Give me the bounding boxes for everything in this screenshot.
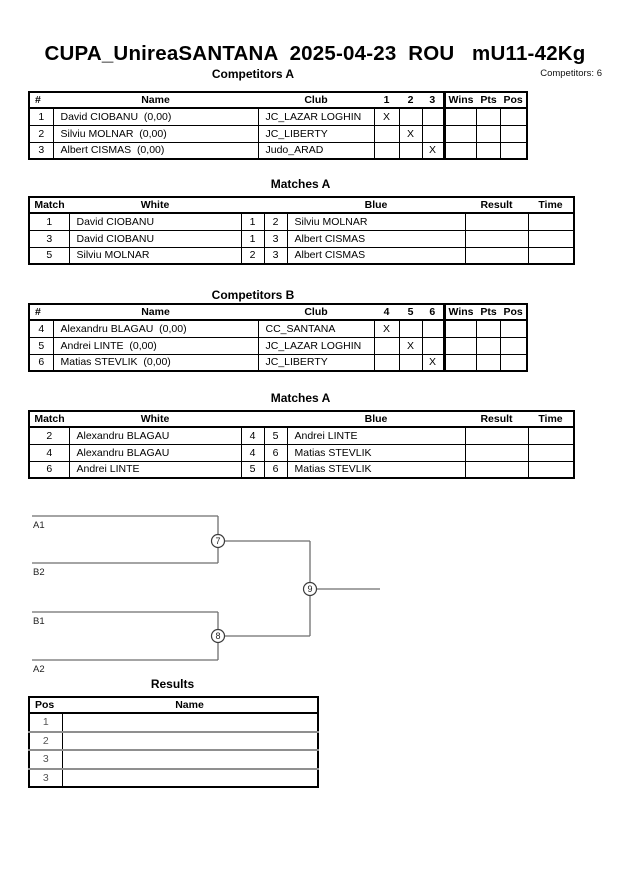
competitor-num: 4 xyxy=(29,320,53,337)
col-bnum xyxy=(264,411,287,427)
result-cell xyxy=(465,427,528,444)
blue-name: Matias STEVLIK xyxy=(287,444,465,461)
pts-cell xyxy=(477,125,501,142)
col-pos: Pos xyxy=(501,92,527,108)
section-title-matches-a2: Matches A xyxy=(270,391,331,405)
mark-cell xyxy=(422,320,444,337)
competitor-num: 2 xyxy=(29,125,53,142)
wins-cell xyxy=(444,354,477,371)
mark-cell xyxy=(374,125,399,142)
white-num: 1 xyxy=(241,230,264,247)
mark-cell: X xyxy=(399,125,422,142)
competitor-club: Judo_ARAD xyxy=(258,142,374,159)
competitor-num: 1 xyxy=(29,108,53,125)
mark-cell: X xyxy=(374,108,399,125)
competitor-row xyxy=(29,354,527,371)
white-num: 4 xyxy=(241,427,264,444)
table-header-row xyxy=(29,411,574,427)
col-match: Match xyxy=(29,197,69,213)
col-3: 3 xyxy=(422,92,444,108)
match-num: 6 xyxy=(29,461,69,478)
mark-cell: X xyxy=(422,142,444,159)
white-num: 4 xyxy=(241,444,264,461)
bracket-slot-b2: B2 xyxy=(33,567,45,578)
col-pos: Pos xyxy=(29,697,62,713)
mark-cell xyxy=(399,320,422,337)
pts-cell xyxy=(477,108,501,125)
white-name: David CIOBANU xyxy=(69,213,241,230)
col-num: # xyxy=(29,92,53,108)
result-name xyxy=(62,769,318,788)
time-cell xyxy=(528,247,574,264)
col-wins: Wins xyxy=(444,304,477,320)
white-name: Alexandru BLAGAU xyxy=(69,444,241,461)
col-time: Time xyxy=(528,411,574,427)
col-result: Result xyxy=(465,411,528,427)
competitors-b-table xyxy=(28,303,528,372)
competitor-club: JC_LIBERTY xyxy=(258,125,374,142)
col-2: 2 xyxy=(399,92,422,108)
competitor-club: CC_SANTANA xyxy=(258,320,374,337)
section-title-competitors-a: Competitors A xyxy=(211,67,295,81)
competitor-name: Alexandru BLAGAU (0,00) xyxy=(53,320,258,337)
col-match: Match xyxy=(29,411,69,427)
col-1: 1 xyxy=(374,92,399,108)
competitor-name: Silviu MOLNAR (0,00) xyxy=(53,125,258,142)
time-cell xyxy=(528,444,574,461)
time-cell xyxy=(528,461,574,478)
col-white: White xyxy=(69,197,241,213)
mark-cell xyxy=(399,108,422,125)
col-pts: Pts xyxy=(477,304,501,320)
blue-name: Albert CISMAS xyxy=(287,247,465,264)
pts-cell xyxy=(477,354,501,371)
competitor-row xyxy=(29,125,527,142)
bracket-slot-a2: A2 xyxy=(33,664,45,675)
result-name xyxy=(62,713,318,732)
table-header-row xyxy=(29,304,527,320)
col-white: White xyxy=(69,411,241,427)
matches-a1-table xyxy=(28,196,575,265)
col-6: 6 xyxy=(422,304,444,320)
white-name: Silviu MOLNAR xyxy=(69,247,241,264)
match-row xyxy=(29,461,574,478)
white-name: Andrei LINTE xyxy=(69,461,241,478)
col-name: Name xyxy=(62,697,318,713)
pos-cell xyxy=(501,320,527,337)
pos-cell xyxy=(501,337,527,354)
result-pos: 2 xyxy=(29,732,62,751)
competitors-count: Competitors: 6 xyxy=(540,68,602,79)
mark-cell xyxy=(422,125,444,142)
competitor-row xyxy=(29,142,527,159)
competitors-a-table xyxy=(28,91,528,160)
wins-cell xyxy=(444,125,477,142)
col-bnum xyxy=(264,197,287,213)
competitor-row xyxy=(29,108,527,125)
section-title-matches-a1: Matches A xyxy=(270,177,331,191)
col-5: 5 xyxy=(399,304,422,320)
mark-cell: X xyxy=(399,337,422,354)
match-node-8: 8 xyxy=(215,631,221,641)
pos-cell xyxy=(501,142,527,159)
blue-num: 2 xyxy=(264,213,287,230)
blue-name: Albert CISMAS xyxy=(287,230,465,247)
wins-cell xyxy=(444,142,477,159)
wins-cell xyxy=(444,320,477,337)
match-row xyxy=(29,247,574,264)
competitor-name: Andrei LINTE (0,00) xyxy=(53,337,258,354)
match-node-7: 7 xyxy=(215,536,221,546)
col-time: Time xyxy=(528,197,574,213)
matches-a2-table xyxy=(28,410,575,479)
match-row xyxy=(29,427,574,444)
result-cell xyxy=(465,444,528,461)
white-num: 2 xyxy=(241,247,264,264)
competitor-name: David CIOBANU (0,00) xyxy=(53,108,258,125)
col-wnum xyxy=(241,197,264,213)
col-wnum xyxy=(241,411,264,427)
result-pos: 3 xyxy=(29,750,62,769)
table-header-row xyxy=(29,92,527,108)
col-blue: Blue xyxy=(287,197,465,213)
bracket-slot-a1: A1 xyxy=(33,520,45,531)
result-cell xyxy=(465,213,528,230)
result-cell xyxy=(465,247,528,264)
col-4: 4 xyxy=(374,304,399,320)
pos-cell xyxy=(501,354,527,371)
competitor-club: JC_LIBERTY xyxy=(258,354,374,371)
blue-num: 6 xyxy=(264,444,287,461)
time-cell xyxy=(528,230,574,247)
col-pos: Pos xyxy=(501,304,527,320)
match-num: 1 xyxy=(29,213,69,230)
section-title-competitors-b: Competitors B xyxy=(211,288,295,302)
col-club: Club xyxy=(258,92,374,108)
table-header-row xyxy=(29,697,318,713)
white-name: David CIOBANU xyxy=(69,230,241,247)
result-row xyxy=(29,732,318,751)
mark-cell: X xyxy=(422,354,444,371)
blue-name: Silviu MOLNAR xyxy=(287,213,465,230)
col-club: Club xyxy=(258,304,374,320)
white-num: 1 xyxy=(241,213,264,230)
results-table xyxy=(28,696,319,788)
time-cell xyxy=(528,213,574,230)
result-row xyxy=(29,750,318,769)
col-result: Result xyxy=(465,197,528,213)
competitor-num: 6 xyxy=(29,354,53,371)
table-header-row xyxy=(29,197,574,213)
blue-num: 5 xyxy=(264,427,287,444)
wins-cell xyxy=(444,108,477,125)
competitor-num: 5 xyxy=(29,337,53,354)
pos-cell xyxy=(501,108,527,125)
time-cell xyxy=(528,427,574,444)
result-pos: 3 xyxy=(29,769,62,788)
finals-bracket xyxy=(0,500,420,680)
match-num: 3 xyxy=(29,230,69,247)
competitor-row xyxy=(29,320,527,337)
competitor-row xyxy=(29,337,527,354)
match-num: 4 xyxy=(29,444,69,461)
competitor-name: Albert CISMAS (0,00) xyxy=(53,142,258,159)
white-num: 5 xyxy=(241,461,264,478)
section-title-results: Results xyxy=(150,677,195,691)
white-name: Alexandru BLAGAU xyxy=(69,427,241,444)
blue-num: 3 xyxy=(264,230,287,247)
match-node-9: 9 xyxy=(307,584,313,594)
match-row xyxy=(29,444,574,461)
mark-cell xyxy=(422,108,444,125)
col-num: # xyxy=(29,304,53,320)
col-wins: Wins xyxy=(444,92,477,108)
blue-num: 3 xyxy=(264,247,287,264)
mark-cell xyxy=(374,142,399,159)
blue-name: Andrei LINTE xyxy=(287,427,465,444)
result-name xyxy=(62,732,318,751)
blue-num: 6 xyxy=(264,461,287,478)
col-name: Name xyxy=(53,92,258,108)
result-cell xyxy=(465,461,528,478)
mark-cell: X xyxy=(374,320,399,337)
result-cell xyxy=(465,230,528,247)
match-num: 5 xyxy=(29,247,69,264)
bracket-slot-b1: B1 xyxy=(33,616,45,627)
mark-cell xyxy=(399,142,422,159)
col-pts: Pts xyxy=(477,92,501,108)
match-row xyxy=(29,213,574,230)
col-name: Name xyxy=(53,304,258,320)
mark-cell xyxy=(374,337,399,354)
competitor-name: Matias STEVLIK (0,00) xyxy=(53,354,258,371)
mark-cell xyxy=(374,354,399,371)
result-row xyxy=(29,713,318,732)
mark-cell xyxy=(422,337,444,354)
pts-cell xyxy=(477,142,501,159)
pts-cell xyxy=(477,337,501,354)
competitor-club: JC_LAZAR LOGHIN xyxy=(258,337,374,354)
result-name xyxy=(62,750,318,769)
result-pos: 1 xyxy=(29,713,62,732)
pts-cell xyxy=(477,320,501,337)
match-row xyxy=(29,230,574,247)
competitor-num: 3 xyxy=(29,142,53,159)
match-num: 2 xyxy=(29,427,69,444)
wins-cell xyxy=(444,337,477,354)
competitor-club: JC_LAZAR LOGHIN xyxy=(258,108,374,125)
mark-cell xyxy=(399,354,422,371)
result-row xyxy=(29,769,318,788)
page-title: CUPA_UnireaSANTANA 2025-04-23 ROU mU11-42Kg xyxy=(44,42,586,65)
pos-cell xyxy=(501,125,527,142)
blue-name: Matias STEVLIK xyxy=(287,461,465,478)
col-blue: Blue xyxy=(287,411,465,427)
